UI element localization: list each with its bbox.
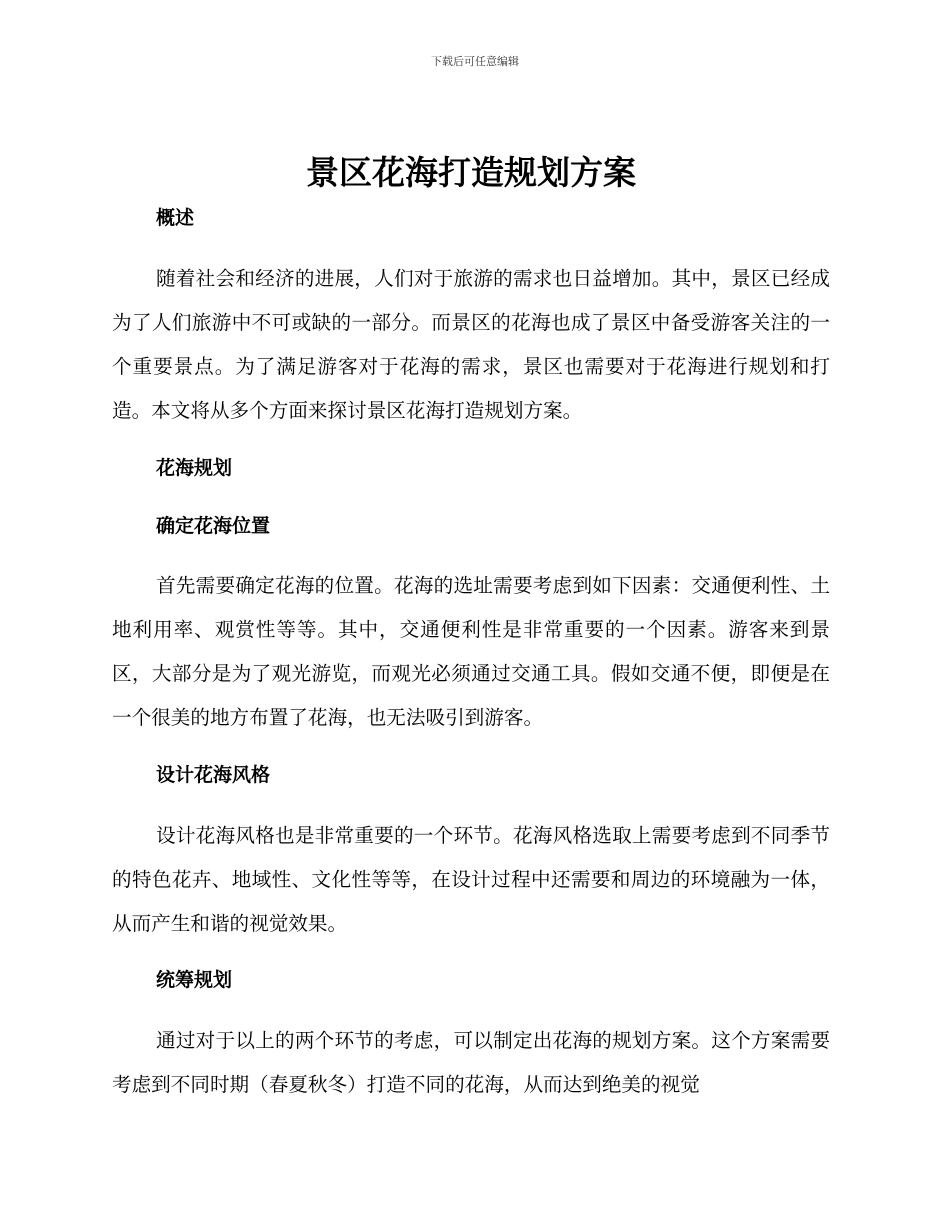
document-body [112,150,830,1107]
paragraph-location: 首先需要确定花海的位置。花海的选址需要考虑到如下因素：交通便利性、土地利用率、观赏性等等。其中，交通便利性是非常重要的一个因素。游客来到景区，大部分是为了观光游览，而观光必须通过交通工具。假如交通不便，即便是在一个很美的地方布置了花海，也无法吸引到游客。 [112,574,830,729]
heading-determine-location: 确定花海位置 [156,515,271,537]
heading-design-style: 设计花海风格 [156,764,271,786]
page-header-note: 下载后可任意编辑 [431,55,519,68]
paragraph-overall: 通过对于以上的两个环节的考虑，可以制定出花海的规划方案。这个方案需要考虑到不同时期（春夏秋冬）打造不同的花海，从而达到绝美的视觉 [112,1029,830,1096]
paragraph-overview: 随着社会和经济的进展，人们对于旅游的需求也日益增加。其中，景区已经成为了人们旅游中不可或缺的一部分。而景区的花海也成了景区中备受游客关注的一个重要景点。为了满足游客对于花海的需求，景区也需要对于花海进行规划和打造。本文将从多个方面来探讨景区花海打造规划方案。 [112,267,830,422]
heading-flower-sea-planning: 花海规划 [156,457,233,479]
heading-overview: 概述 [156,207,195,229]
document-title: 景区花海打造规划方案 [306,153,636,192]
paragraph-style: 设计花海风格也是非常重要的一个环节。花海风格选取上需要考虑到不同季节的特色花卉、地域性、文化性等等，在设计过程中还需要和周边的环境融为一体，从而产生和谐的视觉效果。 [112,824,830,935]
heading-overall-planning: 统筹规划 [156,969,233,991]
